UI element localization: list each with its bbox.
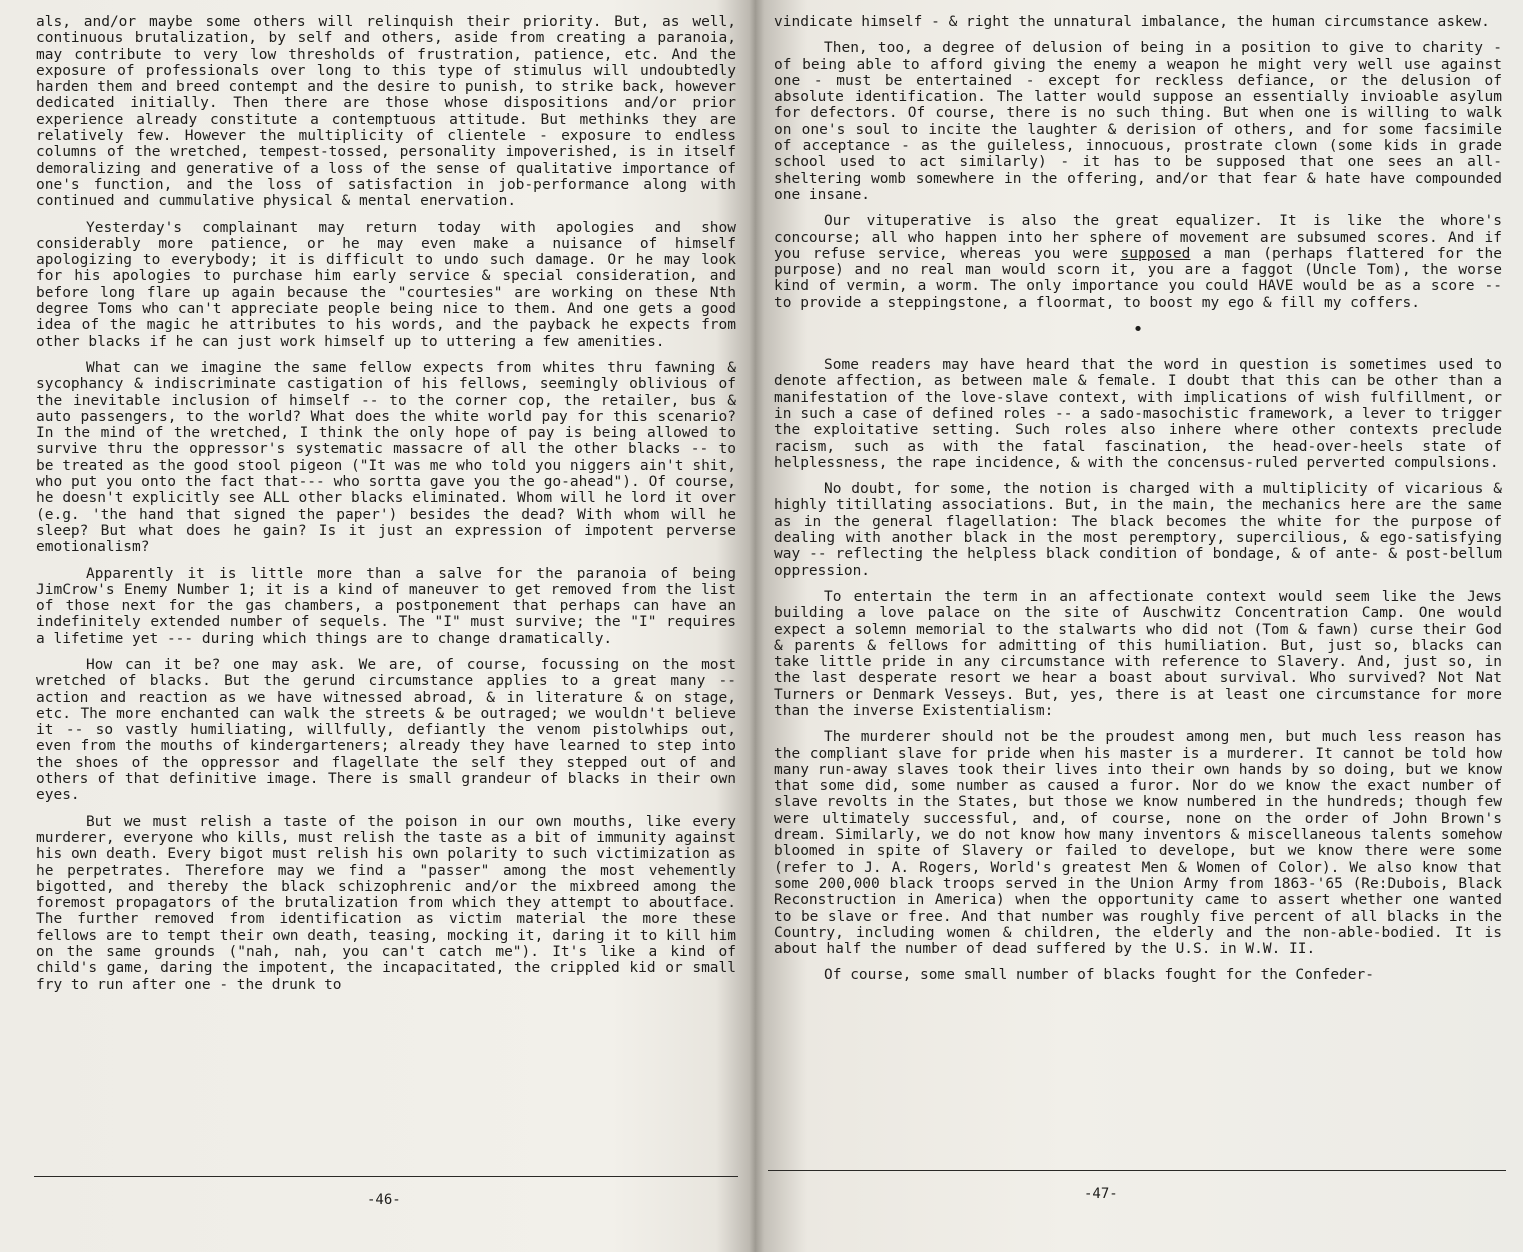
paragraph: als, and/or maybe some others will relinquish their priority. But, as well, continuous brutalization, by self and others, aside from creating a paranoia, may contribute to very low thresholds of frustration, patience, etc. And the exposure of professionals over long to this type of stimulus will undoubtedly harden them and breed contempt and the desire to punish, to strike back, however dedicated initially. Then there are those whose dispositions and/or prior experience already constitute a contemptuous attitude. But methinks they are relatively few. However the multiplicity of clientele - exposure to endless columns of the wretched, tempest-tossed, personality impoverished, is in itself demoralizing and generative of a loss of the sense of qualitative importance of one's function, and the loss of satisfaction in job-performance along with continued and cummulative physical & mental enervation.	[36, 14, 736, 210]
paragraph: vindicate himself - & right the unnatural imbalance, the human circumstance askew.	[774, 14, 1490, 30]
paragraph: Apparently it is little more than a salve for the paranoia of being JimCrow's Enemy Number 1; it is a kind of maneuver to get removed from the list of those next for the gas chambers, a postponement that perhaps can have an indefinitely extended number of sequels. The "I" must survive; the "I" requires a lifetime yet --- during which things are to change dramatically.	[36, 565, 736, 647]
paragraph: Some readers may have heard that the word in question is sometimes used to denote affection, as between male & female. I doubt that this can be other than a manifestation of the love-slave context, with implications of wish fulfillment, or in such a case of defined roles -- a sado-masochistic framework, a lever to trigger the exploitative setting. Such roles also inhere where other contexts preclude racism, such as with the fatal fascination, the head-over-heels state of helplessness, the rape incidence, & with the concensus-ruled perverted compulsions.	[774, 357, 1502, 471]
right-page-text	[774, 14, 1502, 994]
paragraph: What can we imagine the same fellow expects from whites thru fawning & sycophancy & indiscriminate castigation of his fellows, seemingly oblivious of the inevitable inclusion of himself -- to the corner cop, the retailer, bus & auto passengers, to the world? What does the white world pay for this scenario? In the mind of the wretched, I think the only hope of pay is being allowed to survive thru the oppressor's systematic massacre of all the other blacks -- to be treated as the good stool pigeon ("It was me who told you niggers ain't shit, who put you onto the fact that--- who sortta gave you the go-ahead"). Of course, he doesn't explicitly see ALL other blacks eliminated. Whom will he lord it over (e.g. 'the hand that signed the paper') besides the dead? With whom will he sleep? But what does he gain? Is it just an expression of impotent perverse emotionalism?	[36, 359, 736, 556]
paragraph: To entertain the term in an affectionate context would seem like the Jews building a love palace on the site of Auschwitz Concentration Camp. One would expect a solemn memorial to the stalwarts who did not (Tom & fawn) curse their God & parents & fellows for admitting of this humiliation. But, just so, blacks can take little pride in any circumstance with reference to Slavery. And, just so, in the last desperate resort we hear a boast about survival. Who survived? Not Nat Turners or Denmark Vesseys. But, yes, there is at least one circumstance for more than the inverse Existentialism:	[774, 588, 1502, 719]
left-page	[0, 0, 748, 1252]
paragraph: But we must relish a taste of the poison in our own mouths, like every murderer, everyone who kills, must relish the taste as a bit of immunity against his own death. Every bigot must relish his own polarity to such victimization as he perpetrates. Therefore may we find a "passer" among the most vehemently bigotted, and thereby the black schizophrenic and/or the mixbreed among the foremost propagators of the brutalization from which they attempt to aboutface. The further removed from identification as victim material the more these fellows are to tempt their own death, teasing, mocking it, daring it to kill him on the same grounds ("nah, nah, you can't catch me"). It's like a kind of child's game, daring the impotent, the incapacitated, the crippled kid or small fry to run after one - the drunk to	[36, 813, 736, 993]
paragraph: The murderer should not be the proudest among men, but much less reason has the compliant slave for pride when his master is a murderer. It cannot be told how many run-away slaves took their lives into their own hands by so doing, but we know that some did, some number as caused a furor. Nor do we know the exact number of slave revolts in the States, but those we know numbered in the hundreds; though few were ultimately successful, and, of course, none on the order of John Brown's dream. Similarly, we do not know how many inventors & miscellaneous talents somehow bloomed in spite of Slavery or failed to develope, but we know there were some (refer to J. A. Rogers, World's greatest Men & Women of Color). We also know that some 200,000 black troops served in the Union Army from 1863-'65 (Re:Dubois, Black Reconstruction in America) when the opportunity came to assert whether one wanted to be slave or free. And that number was roughly five percent of all blacks in the Country, including women & children, the elderly and the non-able-bodied. It is about half the number of dead suffered by the U.S. in W.W. II.	[774, 729, 1502, 958]
paragraph	[774, 213, 1502, 311]
page-number: -46-	[367, 1192, 401, 1208]
text-segment: Our vituperative is also the great equalizer. It is like the whore's concourse; all who happen into her sphere of movement are subsumed scores. And if you refuse service, whereas you were	[774, 213, 1502, 262]
footer-rule	[768, 1170, 1506, 1171]
page-number: -47-	[1084, 1186, 1118, 1202]
paragraph: Of course, some small number of blacks fought for the Confeder-	[824, 967, 1374, 984]
paragraph: Then, too, a degree of delusion of being in a position to give to charity - of being able to afford giving the enemy a weapon he might very well use against one - must be entertained - except for reckless defiance, or the delusion of absolute identification. The latter would suppose an essentially invioable asylum for defectors. Of course, there is no such thing. But when one is willing to walk on one's soul to incite the laughter & derision of others, and for some facsimile of acceptance - as the guileless, innocuous, prostrate clown (some kids in grade school used to act similarly) - it has to be supposed that one sees an all-sheltering womb somewhere in the offering, and/or that fear & hate have compounded one insane.	[774, 40, 1502, 203]
text-segment: a man (perhaps flattered for the purpose) and no real man would scorn it, you are a faggot (Uncle Tom), the worse kind of vermin, a worm. The only importance you could HAVE would be as a score -- to provide a steppingstone, a floormat, to boost my ego & fill my coffers.	[774, 245, 1502, 311]
section-separator: •	[1132, 319, 1144, 341]
underlined-word: supposed	[1120, 245, 1191, 262]
paragraph: Yesterday's complainant may return today with apologies and show considerably more patience, or he may even make a nuisance of himself apologizing to everybody; it is difficult to undo such damage. Or he may look for his apologies to purchase him early service & special consideration, and before long flare up again because the "courtesies" are working on these Nth degree Toms who can't appreciate people being nice to them. And one gets a good idea of the magic he attributes to his words, and the payback he expects from other blacks if he can just work himself up to uttering a few amenities.	[36, 219, 736, 350]
footer-rule	[34, 1176, 738, 1177]
paragraph: How can it be? one may ask. We are, of course, focussing on the most wretched of blacks. But the gerund circumstance applies to a great many -- action and reaction as we have witnessed abroad, & in literature & on stage, etc. The more enchanted can walk the streets & be outraged; we wouldn't believe it -- so vastly humiliating, willfully, defiantly the venom pistolwhips out, even from the mouths of kindergarteners; already they have learned to step into the shoes of the oppressor and flagellate the self they stepped out of and others of that definitive image. There is small grandeur of blacks in their own eyes.	[36, 656, 736, 804]
left-page-text	[36, 14, 736, 1003]
paragraph: No doubt, for some, the notion is charged with a multiplicity of vicarious & highly titillating associations. But, in the main, the mechanics here are the same as in the general flagellation: The black becomes the white for the purpose of dealing with another black in the most peremptory, supercilious, & ego-satisfying way -- reflecting the helpless black condition of bondage, & of ante- & post-bellum oppression.	[774, 481, 1502, 579]
right-page	[748, 0, 1523, 1252]
